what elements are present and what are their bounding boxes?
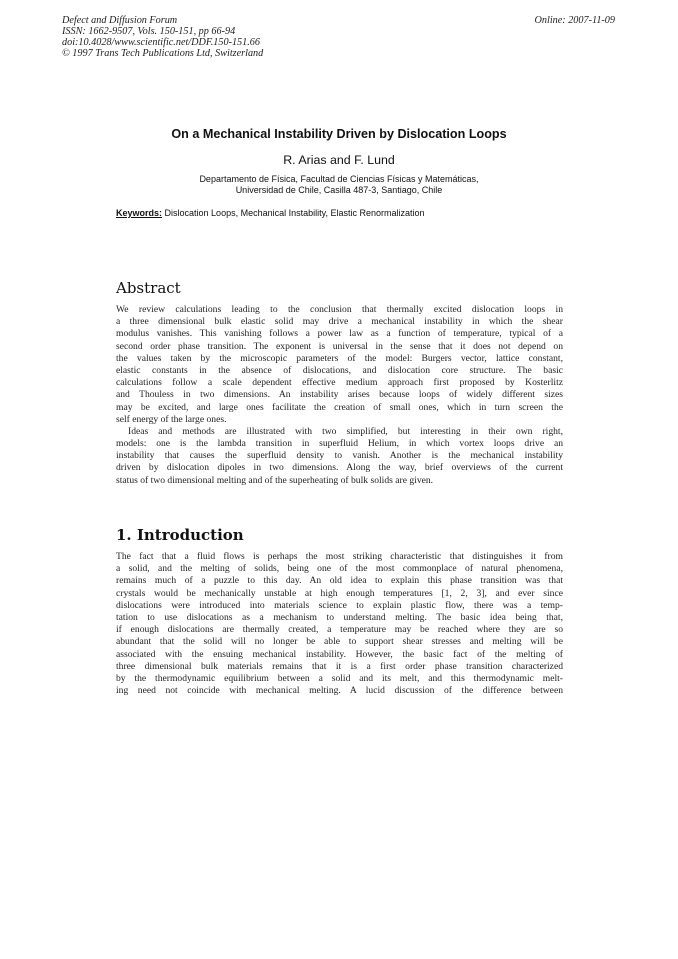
intro-line: crystals would be mechanically unstable at high enough temperatures [1, 2, 3], and ever since [116,587,563,599]
journal-name: Defect and Diffusion Forum [62,15,178,26]
intro-line: by the thermodynamic equilibrium between a solid and its melt, and this thermodynamic melt- [116,672,563,684]
abstract-line: and Thouless in two dimensions. An instability arises because loops of widely different sizes [116,389,563,401]
intro-line: abundant that the solid will no longer be able to support shear stresses and melting will be [116,636,563,648]
issn-line: ISSN: 1662-9507, Vols. 150-151, pp 66-94 [62,26,236,37]
keywords [116,208,576,218]
intro-line: a solid, and the melting of solids, being one of the most commonplace of natural phenomena, [116,563,563,575]
intro-line: three dimensional bulk materials remains that it is a first order phase transition characterized [116,660,563,672]
abstract-line: the values taken by the microscopic parameters of the model: Burgers vector, lattice constant, [116,352,563,364]
abstract-line: self energy of the large ones. [116,413,227,425]
abstract-line: a three dimensional bulk elastic solid may drive a mechanical instability in which the shear [116,316,563,328]
abstract-line: We review calculations leading to the conclusion that thermally excited dislocation loops in [116,304,563,315]
online-date: Online: 2007-11-09 [534,15,615,26]
intro-line: if enough dislocations are thermally created, a temperature may be reached where they are so [116,624,563,636]
intro-line: associated with the ensuing mechanical instability. However, the basic fact of the melting of [116,648,563,660]
paper-authors: R. Arias and F. Lund [283,153,395,167]
introduction-body [116,551,563,697]
journal-header [62,15,263,59]
introduction-heading: 1. Introduction [116,526,244,544]
copyright-line: © 1997 Trans Tech Publications Ltd, Switzerland [62,48,264,59]
intro-line: dislocations were introduced into materials science to explain plastic flow, there was a temp- [116,599,563,611]
affiliation-line-1: Departamento de Física, Facultad de Ciencias Físicas y Matemáticas, [199,174,479,184]
abstract-line: instability that causes the superfluid density to vanish. Another is the mechanical instability [116,450,563,462]
affiliation [0,174,678,196]
abstract-line: calculations follow a scale dependent effective medium approach first proposed by Kosterlitz [116,377,563,389]
abstract-heading: Abstract [116,279,181,297]
abstract-line: modulus vanishes. This vanishing follows a power law as a function of temperature, typical of a [116,328,563,340]
abstract-body [116,304,563,487]
intro-line: tation to use dislocations as a mechanism to understand melting. The basic idea being that, [116,611,563,623]
intro-line: ing need not coincide with mechanical melting. A lucid discussion of the difference between [116,685,563,697]
paper-title: On a Mechanical Instability Driven by Dislocation Loops [171,127,507,141]
abstract-line: may be excited, and large ones facilitate the creation of small ones, which in turn screen the [116,401,563,413]
intro-line: The fact that a fluid flows is perhaps the most striking characteristic that distinguishes it from [116,551,563,562]
abstract-line: driven by dislocation dipoles in two dimensions. Along the way, brief overviews of the current [116,462,563,474]
abstract-line: models: one is the lambda transition in superfluid Helium, in which vortex loops drive an [116,438,563,450]
intro-line: remains much of a puzzle to this day. An old idea to explain this phase transition was that [116,575,563,587]
abstract-line: status of two dimensional melting and of the superheating of bulk solids are given. [116,474,434,486]
doi-line: doi:10.4028/www.scientific.net/DDF.150-151.66 [62,37,260,48]
abstract-line: second order phase transition. The exponent is universal in the sense that it does not depend on [116,340,563,352]
abstract-line: Ideas and methods are illustrated with two simplified, but interesting in their own right, [128,425,563,437]
keywords-label: Keywords: [116,208,163,218]
keywords-text: Dislocation Loops, Mechanical Instability, Elastic Renormalization [164,208,425,218]
affiliation-line-2: Universidad de Chile, Casilla 487-3, Santiago, Chile [235,185,443,195]
abstract-line: elastic constants in the absence of dislocations, and dislocation core structure. The basic [116,364,563,376]
